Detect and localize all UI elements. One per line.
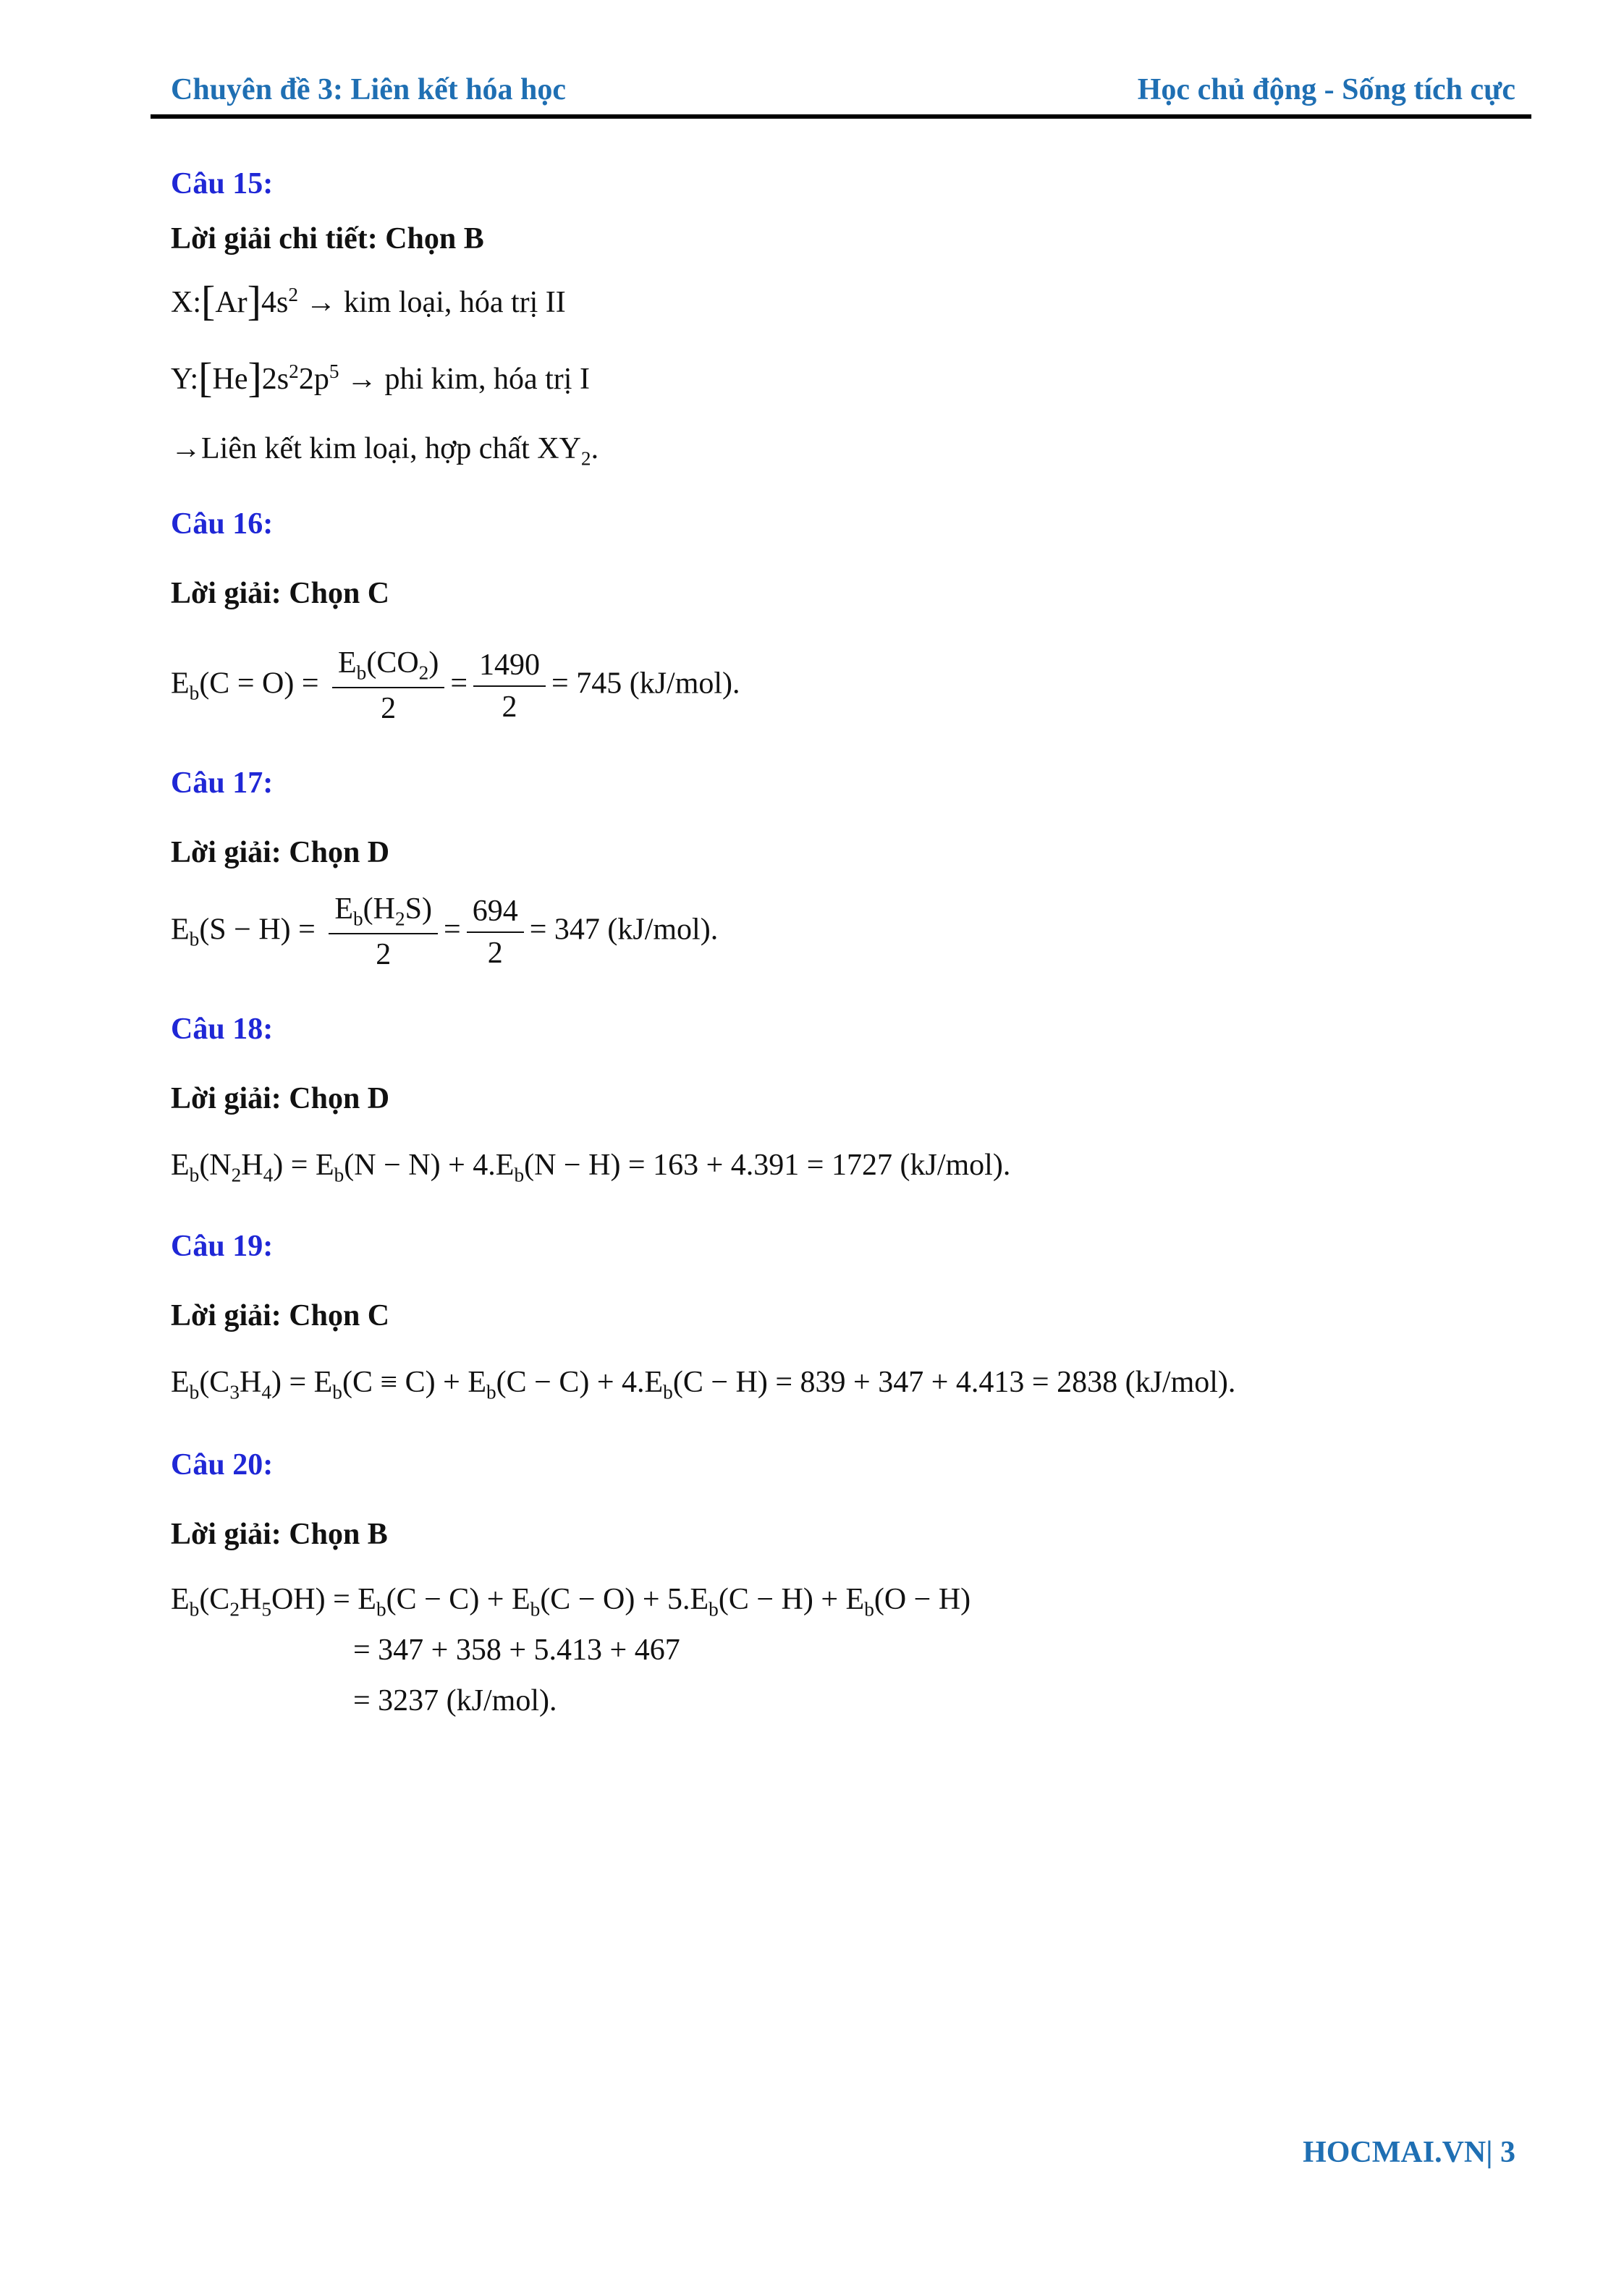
header-chapter-title: Chuyên đề 3: Liên kết hóa học bbox=[171, 73, 567, 106]
question-15-line-y: $Y:[He]2s^22p^5$ → phi kim, hóa trị I bbox=[171, 354, 590, 401]
question-17-answer: Lời giải: Chọn D bbox=[171, 836, 390, 869]
question-15-conclusion: →Liên kết kim loại, hợp chất $XY_2$. bbox=[171, 432, 599, 470]
fraction: $\frac{1490}{2}$ bbox=[473, 648, 546, 724]
question-15-answer: Lời giải chi tiết: Chọn B bbox=[171, 222, 484, 255]
question-20-equation-line-2: = 347 + 358 + 5.413 + 467 bbox=[353, 1634, 680, 1667]
question-19-answer: Lời giải: Chọn C bbox=[171, 1299, 390, 1332]
question-18-title: Câu 18: bbox=[171, 1013, 274, 1046]
header-slogan: Học chủ động - Sống tích cực bbox=[1137, 73, 1515, 106]
header-divider bbox=[151, 114, 1531, 119]
question-19-title: Câu 19: bbox=[171, 1230, 274, 1263]
question-16-title: Câu 16: bbox=[171, 507, 274, 541]
question-19-equation: $E_b(C_3H_4) = E_b(C \equiv C) + E_b(C - C) + 4.E_b(C - H) = 839 + 347 + 4.413 = 2838$ (kJ/mol). bbox=[171, 1366, 1236, 1403]
question-20-answer: Lời giải: Chọn B bbox=[171, 1518, 388, 1551]
fraction: $\frac{694}{2}$ bbox=[467, 894, 524, 971]
question-20-equation-line-1: $E_b(C_2H_5OH) = E_b(C - C) + E_b(C - O) + 5.E_b(C - H) + E_b(O - H)$ bbox=[171, 1583, 971, 1621]
question-20-title: Câu 20: bbox=[171, 1448, 274, 1482]
question-16-equation: $E_b(C = O)$ = $\frac{E_b(CO_2)}{2}$ = $\frac{1490}{2}$ = 745 (kJ/mol). bbox=[171, 646, 740, 726]
question-17-equation: $E_b(S - H)$ = $\frac{E_b(H_2S)}{2}$ = $\frac{694}{2}$ = 347 (kJ/mol). bbox=[171, 892, 719, 972]
question-15-title: Câu 15: bbox=[171, 167, 274, 200]
fraction: $\frac{E_b(CO_2)}{2}$ bbox=[332, 646, 444, 726]
fraction: $\frac{E_b(H_2S)}{2}$ bbox=[329, 892, 438, 972]
question-17-title: Câu 17: bbox=[171, 766, 274, 800]
question-20-equation-line-3: = 3237 (kJ/mol). bbox=[353, 1684, 557, 1717]
question-18-equation: $E_b(N_2H_4) = E_b(N - N) + 4.E_b(N - H) = 163 + 4.391 = 1727$ (kJ/mol). bbox=[171, 1149, 1011, 1186]
question-16-answer: Lời giải: Chọn C bbox=[171, 577, 390, 610]
question-18-answer: Lời giải: Chọn D bbox=[171, 1082, 390, 1115]
question-15-line-x: $X:[Ar]4s^2$ → kim loại, hóa trị II bbox=[171, 277, 566, 324]
footer-page-number: HOCMAI.VN| 3 bbox=[1303, 2136, 1515, 2169]
